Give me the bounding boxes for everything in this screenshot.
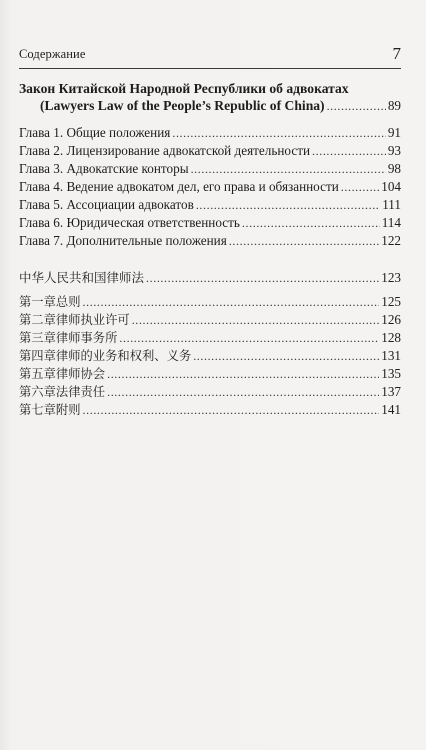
toc-entry-page: 135	[381, 366, 401, 381]
dot-leader	[327, 99, 386, 114]
toc-entry-label: 法律责任	[55, 385, 106, 399]
chinese-toc	[19, 292, 401, 418]
toc-entry-label: 总则	[55, 295, 81, 309]
dot-leader	[132, 313, 380, 328]
toc-entry-label: 律师执业许可	[55, 313, 130, 327]
toc-entry-page: 91	[387, 125, 401, 140]
toc-entry-page: 141	[381, 402, 401, 417]
law-page: 89	[387, 98, 401, 113]
toc-entry	[19, 179, 401, 197]
toc-entry-page: 126	[381, 312, 401, 327]
running-head-title: Содержание	[19, 47, 86, 61]
chapter-number: 第一章	[19, 295, 56, 309]
law-subtitle: (Lawyers Law of the People’s Republic of China)	[40, 98, 325, 113]
toc-entry-label: Глава 2. Лицензирование адвокатской деятельности	[19, 143, 311, 158]
toc-entry-page: 98	[387, 161, 401, 176]
toc-entry-page: 137	[381, 384, 401, 399]
dot-leader	[107, 367, 379, 382]
toc-entry-label: Глава 1. Общие положения	[19, 125, 171, 140]
toc-entry	[19, 197, 401, 215]
dot-leader	[242, 216, 380, 231]
chapter-number: 第三章	[19, 331, 56, 345]
toc-entry	[19, 400, 401, 418]
chapter-number: 第五章	[19, 367, 56, 381]
dot-leader	[193, 349, 379, 364]
chinese-law-page: 123	[381, 270, 401, 285]
chapter-number: 第六章	[19, 385, 56, 399]
dot-leader	[146, 271, 379, 286]
toc-entry-label: 律师协会	[55, 367, 106, 381]
toc-entry	[19, 233, 401, 251]
toc-entry-label: Глава 4. Ведение адвокатом дел, его права и обязанности	[19, 179, 339, 194]
dot-leader	[172, 126, 385, 141]
running-head	[19, 44, 401, 64]
law-subtitle-entry	[40, 98, 401, 116]
dot-leader	[191, 162, 386, 177]
toc-entry-page: 114	[381, 215, 401, 230]
toc-entry	[19, 125, 401, 143]
header-rule	[19, 68, 401, 69]
toc-entry-label: 律师的业务和权利、义务	[55, 349, 192, 363]
toc-entry-page: 93	[387, 143, 401, 158]
chinese-law-title: 中华人民共和国律师法	[19, 270, 145, 285]
dot-leader	[119, 331, 379, 346]
dot-leader	[83, 403, 380, 418]
toc-entry	[19, 161, 401, 179]
chapter-number: 第二章	[19, 313, 56, 327]
dot-leader	[83, 295, 380, 310]
dot-leader	[196, 198, 380, 213]
chapter-number: 第七章	[19, 403, 56, 417]
toc-entry-page: 131	[381, 348, 401, 363]
toc-entry	[19, 292, 401, 310]
toc-entry-label: Глава 5. Ассоциации адвокатов	[19, 197, 194, 212]
toc-entry-label: 律师事务所	[55, 331, 118, 345]
toc-entry-label: Глава 7. Дополнительные положения	[19, 233, 227, 248]
toc-entry	[19, 143, 401, 161]
toc-entry-page: 111	[382, 197, 401, 212]
dot-leader	[107, 385, 379, 400]
toc-entry-label: Глава 3. Адвокатские конторы	[19, 161, 189, 176]
dot-leader	[229, 234, 379, 249]
toc-entry	[19, 215, 401, 233]
page-number: 7	[392, 44, 401, 63]
toc-entry-page: 104	[381, 179, 401, 194]
russian-toc	[19, 125, 401, 251]
chinese-law-entry	[19, 268, 401, 286]
toc-entry	[19, 382, 401, 400]
dot-leader	[341, 180, 379, 195]
chapter-number: 第四章	[19, 349, 56, 363]
law-title: Закон Китайской Народной Республики об адвокатах	[19, 81, 349, 96]
toc-entry-label: Глава 6. Юридическая ответственность	[19, 215, 240, 230]
toc-entry	[19, 310, 401, 328]
toc-entry	[19, 328, 401, 346]
toc-entry	[19, 364, 401, 382]
toc-entry-page: 128	[381, 330, 401, 345]
toc-entry	[19, 268, 401, 286]
toc-entry-page: 122	[381, 233, 401, 248]
toc-entry	[19, 346, 401, 364]
toc-entry-page: 125	[381, 294, 401, 309]
toc-entry-label: 附则	[55, 403, 81, 417]
dot-leader	[312, 144, 386, 159]
